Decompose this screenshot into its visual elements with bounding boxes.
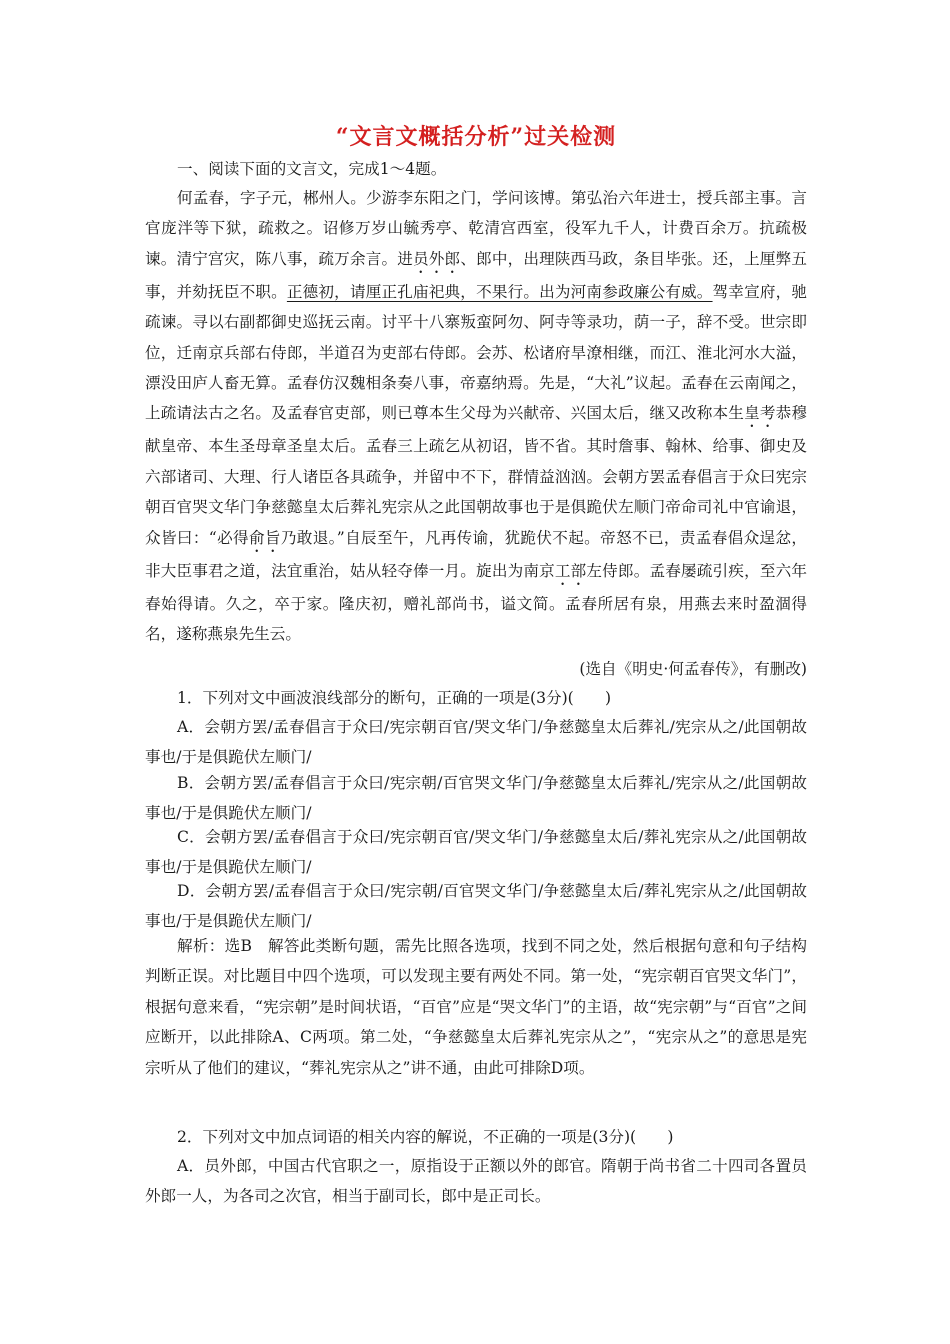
passage-text: 驾幸宣府，驰疏谏。寻以右副都御史巡抚云南。讨平十八寨叛蛮阿勿、阿寺等录功，荫一子，辞不受。世宗即位，迁南京兵部右侍郎，半道召为吏部右侍郎。会苏、松诸府旱潦相继，而江、淮北河水大溢，漂没田庐人畜无算。孟春仿汉魏相条奏八事，帝嘉纳焉。先是，“大礼”议起。孟春在云南闻之，上疏请法古之名。及孟春官吏部，则已尊本生父母为兴献帝、兴国太后，继又改称本生 <box>145 282 807 423</box>
source-citation: (选自《明史·何孟春传》，有删改) <box>579 660 807 678</box>
question-1-option-d: D．会朝方罢/孟春倡言于众曰/宪宗朝/百官哭文华门/争慈懿皇太后/葬礼宪宗从之/此国朝故事也/于是俱跪伏左顺门/ <box>145 882 807 931</box>
page-title: “文言文概括分析”过关检测 <box>335 124 617 150</box>
question-2-option-a: A．员外郎，中国古代官职之一，原指设于正额以外的郎官。隋朝于尚书省二十四司各置员外郎一人，为各司之次官，相当于副司长，郎中是正司长。 <box>145 1157 807 1206</box>
section-intro: 一、阅读下面的文言文，完成1～4题。 <box>177 160 447 178</box>
passage <box>145 183 807 649</box>
dotted-term: 员外郎 <box>413 249 461 268</box>
dotted-term: 俞旨 <box>248 528 281 547</box>
passage-text: 何孟春，字子元，郴州人。少游李东阳之门，学问该博。第弘治六年进士，授兵部主事。言官庞泮等下狱，疏救之。诏修万岁山毓秀亭、乾清宫西室，役军九千人，计费百余万。抗疏极谏。清宁宫灾，陈八事，疏万余言。进 <box>145 189 807 268</box>
passage-text: 左侍郎。孟春屡疏引疾，至六年春始得请。久之，卒于家。隆庆初，赠礼部尚书，谥文简。孟春所居有泉，用燕去来时盈涸得名，遂称燕泉先生云。 <box>145 561 807 644</box>
question-1-option-b: B．会朝方罢/孟春倡言于众曰/宪宗朝/百官哭文华门/争慈懿皇太后葬礼/宪宗从之/此国朝故事也/于是俱跪伏左顺门/ <box>145 774 807 823</box>
question-1-analysis: 解析：选B 解答此类断句题，需先比照各选项，找到不同之处，然后根据句意和句子结构判断正误。对比题目中四个选项，可以发现主要有两处不同。第一处，“宪宗朝百官哭文华门”，根据句意来看，“宪宗朝”是时间状语，“百官”应是“哭文华门”的主语，故“宪宗朝”与“百官”之间应断开，以此排除A、C两项。第二处，“争慈懿皇太后葬礼宪宗从之”，“宪宗从之”的意思是宪宗听从了他们的建议，“葬礼宪宗从之”讲不通，由此可排除D项。 <box>145 937 807 1077</box>
passage-text: 乃敢退。”自辰至午，凡再传谕，犹跪伏不起。帝怒不已，责孟春倡众逞忿，非大臣事君之道，法宜重治，姑从轻夺俸一月。旋出为南京 <box>145 528 807 580</box>
question-1-option-c: C．会朝方罢/孟春倡言于众曰/宪宗朝百官/哭文华门/争慈懿皇太后/葬礼宪宗从之/此国朝故事也/于是俱跪伏左顺门/ <box>145 828 807 877</box>
dotted-term: 皇考 <box>744 404 776 423</box>
question-1-option-a: A．会朝方罢/孟春倡言于众曰/宪宗朝百官/哭文华门/争慈懿皇太后葬礼/宪宗从之/此国朝故事也/于是俱跪伏左顺门/ <box>145 718 807 767</box>
dotted-term: 工部 <box>554 561 587 580</box>
question-1-stem: 1．下列对文中画波浪线部分的断句，正确的一项是(3分)( ) <box>177 689 612 707</box>
passage-text: 恭穆献皇帝、本生圣母章圣皇太后。孟春三上疏乞从初诏，皆不省。其时詹事、翰林、给事、御史及六部诸司、大理、行人诸臣各具疏争，并留中不下，群情益汹汹。会朝方罢孟春倡言于众曰宪宗朝百官哭文华门争慈懿皇太后葬礼宪宗从之此国朝故事也于是俱跪伏左顺门帝命司礼中官谕退，众皆曰：“必得 <box>145 404 807 547</box>
underlined-sentence: 正德初，请厘正孔庙祀典，不果行。出为河南参政廉公有威。 <box>286 282 713 301</box>
passage-text: 、郎中，出理陕西马政，条目毕张。还，上厘弊五事，并劾抚臣不职。 <box>145 249 807 301</box>
question-2-stem: 2．下列对文中加点词语的相关内容的解说，不正确的一项是(3分)( ) <box>177 1128 674 1146</box>
